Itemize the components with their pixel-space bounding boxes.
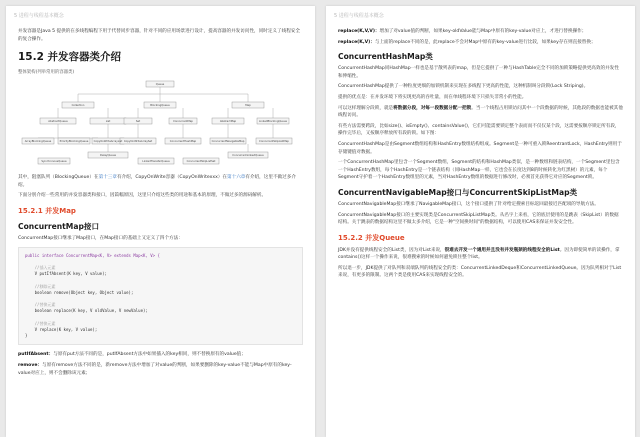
diagram-node-label: PriorityBlockingQueue xyxy=(59,140,89,144)
heading-concurrentnavigablemap: ConcurrentNavigableMap接口与ConcurrentSkipListMap类 xyxy=(338,187,578,197)
code-line: boolean remove(Object key, Object value); xyxy=(25,289,134,295)
diagram-caption: 整体架构(列举常用的容器类) xyxy=(18,70,75,76)
diagram-node-label: Collection xyxy=(71,104,85,108)
diagram-node-label: CopyOnWriteArrayList xyxy=(93,140,123,144)
code-line: //替换元素 xyxy=(25,320,56,326)
chm-paragraph-5: 有些方法需要跨段，比如size()、isEmpty()、containsValue()，它们可能需要锁定整个表而而不仅仅某个段，这需要按顺序锁定所有段，操作完毕后，又按顺序释放所有段的锁。如下图： xyxy=(338,123,620,137)
remove-description: remove：与原有remove方法不同的是，新remove方法中增加了对value的判断，如果要删除的key-value不能与Map中原有的key-value对应上，则不会删除该元素； xyxy=(18,363,292,376)
diagram-node-label: DelayQueue xyxy=(100,154,116,158)
chm-paragraph-6: ConcurrentHashMap是由Segment数组结构和HashEntry数组结构组成。Segment是一种可重入锁ReentrantLock，HashEntry则用于存储键值对数据。 xyxy=(338,141,622,155)
queue-paragraph-1: JDK并没有提供线程安全的List类，因为对List来说，很难去开发一个通用并且没有并发瓶颈的线程安全的List。因为即使简单的读操作，拿contains()这样一个操作来说，很难搜索的时候如何避免锁住整个list。 xyxy=(338,247,620,261)
diagram-node-label: Set xyxy=(135,120,141,124)
diagram-node-label: CopyOnWriteArraySet xyxy=(123,140,153,144)
cnm-paragraph-1: ConcurrentNavigableMap接口继承了NavigableMap接口，这个接口提供了针对给定搜索目标返回最接近匹配项的导航方法。 xyxy=(338,201,599,207)
diagram-node-label: LinkedBlockingQueue xyxy=(258,120,288,124)
chm-paragraph-7: 一个ConcurrentHashMap里包含一个Segment数组，Segment的结构和HashMap类似，是一种数组和链表结构，一个Segment里包含一个HashEntry数组，每个HashEntry是一个链表结构（同HashMap一样，它也会在长度达到8的时候转化为红黑树）的元素，每个Segment守护着一个HashEntry数组里的元素，当对HashEntry数组的数据进行修改时，必须首先获得它对应的Segment锁。 xyxy=(338,160,620,181)
heading-concurrenthashmap: ConcurrentHashMap类 xyxy=(338,52,433,62)
diagram-node-label: ConcurrentNavigableMap xyxy=(211,140,245,144)
diagram-node-label: AbstractQueue xyxy=(48,120,68,124)
diagram-node-label: List xyxy=(105,120,111,124)
diagram-node-label: ConcurrentMap xyxy=(173,120,193,124)
queue-paragraph-2: 所以退一步，JDK提供了对队列和双端队列的线程安全的类：ConcurrentLinkedDeque和ConcurrentLinkedQueue。因为队列相对于List来说，有更多的限制。这两个类是使用CAS来实现线程安全的。 xyxy=(338,265,622,279)
chm-paragraph-3: 提供的优点是：在并发环境下将实现更高的吞吐量，而在单线程环境下只损失非常小的性能。 xyxy=(338,94,527,100)
chm-paragraph-2: ConcurrentHashMap提供了一种粒度更细的加锁机制来实现在多线程下更高的性能，这种机制叫分段锁(Lock Striping)。 xyxy=(338,84,589,90)
diagram-node-label: ConcurrentLinkedQueue xyxy=(232,154,264,158)
diagram-node-label: LinkedTransferQueue xyxy=(142,160,170,164)
chapter-13-link[interactable]: 第十三章 xyxy=(98,175,117,181)
heading-concurrentmap-interface: ConcurrentMap接口 xyxy=(18,221,100,231)
page-header: 5 进程与线程基本概念 xyxy=(14,13,64,19)
intro-classes-paragraph: 下面分别介绍一些常用的并发容器类和接口，因篇幅原因，这里只介绍这些类的用途和基本的原理，不做过多的源码解析。 xyxy=(18,193,267,199)
diagram-node-label: BlockingQueue xyxy=(150,104,170,108)
putifabsent-description: putIfAbsent：与原有put方法不同的是，putIfAbsent方法中如果插入的key相同，则不替换原有的value值； xyxy=(18,352,246,358)
diagram-node-label: ConcurrentHashMap xyxy=(169,140,197,144)
page-header: 5 进程与线程基本概念 xyxy=(334,13,384,19)
code-line: //插入元素 xyxy=(25,264,56,270)
code-line: V putIfAbsent(K key, V value); xyxy=(25,271,107,277)
subsection-concurrent-map: 15.2.1 并发Map xyxy=(18,206,76,215)
intro-paragraph: 并发容器是Java 5 提供的在多线程编程下用于代替同步容器，针对不同的应用场景进行设计，提高容器的并发访问性，同时定义了线程安全的复合操作。 xyxy=(18,29,300,42)
code-line: //替换元素 xyxy=(25,302,56,308)
code-line: //移除元素 xyxy=(25,283,56,289)
replace-3-args-description: replace(K,V,V)：增加了对value值的判断，如果key-oldValue能与Map中原有的key-value对应上，才进行替换操作； xyxy=(338,29,587,34)
diagram-node-label: ConcurrentSkipListSet xyxy=(186,160,216,164)
chm-paragraph-4: 可以这样理解分段锁，就是将数据分段，对每一段数据分配一把锁。当一个线程占用锁访问其中一个段数据的时候，其他段的数据也能被其他线程访问。 xyxy=(338,105,623,119)
diagram-node-label: SynchronousQueue xyxy=(41,160,67,164)
diagram-node-label: AbstractMap xyxy=(219,120,237,124)
diagram-node-label: ConcurrentSkipListMap xyxy=(259,140,289,144)
diagram-node-label: Map xyxy=(245,104,251,108)
concurrentmap-description: ConcurrentMap接口继承了Map接口，在Map接口的基础上又定义了四个方法： xyxy=(18,235,183,241)
diagram-node-label: ArrayBlockingQueue xyxy=(24,140,52,144)
replace-2-args-description: replace(K,V)：与上面的replace不同的是，此replace不会对Map中原有的key-value进行比较，如果key存在则直接替换； xyxy=(338,39,596,45)
subsection-concurrent-queue: 15.2.2 并发Queue xyxy=(338,233,405,242)
chapter-16-link[interactable]: 第十六章 xyxy=(227,175,246,181)
diagram-node-label: Queue xyxy=(155,83,165,87)
code-line: public interface ConcurrentMap<K, V> extends Map<K, V> { xyxy=(25,252,160,258)
section-title: 15.2 并发容器类介绍 xyxy=(18,51,122,64)
cnm-paragraph-2: ConcurrentNavigableMap接口的主要实现类是ConcurrentSkipListMap类。从名字上来看，它的底层使用的是跳表（SkipList）的数据结构。关于跳表的数据结构这里不做太多介绍，它是一种"空间换时间"的数据结构，可以使用CAS来保证并发安全性。 xyxy=(338,212,619,226)
page-left xyxy=(6,6,315,437)
code-block xyxy=(18,247,303,346)
chm-paragraph-1: ConcurrentHashMap同HashMap一样也是基于散列表的map，但是它提供了一种与HashTable完全不同的加锁策略提供更高效的并发性和伸缩性。 xyxy=(338,66,619,79)
code-line: boolean replace(K key, V oldValue, V newValue); xyxy=(25,308,148,314)
code-line: V replace(K key, V value); xyxy=(25,327,98,332)
page-right xyxy=(326,6,635,437)
code-line: } xyxy=(25,333,28,339)
containers-note: 其中，阻塞队列（BlockingQueue）在第十三章有介绍，CopyOnWrite容器（CopyOnWritexxx）在第十六章有介绍，这里不做过多介绍。 xyxy=(18,175,296,188)
class-hierarchy-diagram xyxy=(18,78,303,168)
